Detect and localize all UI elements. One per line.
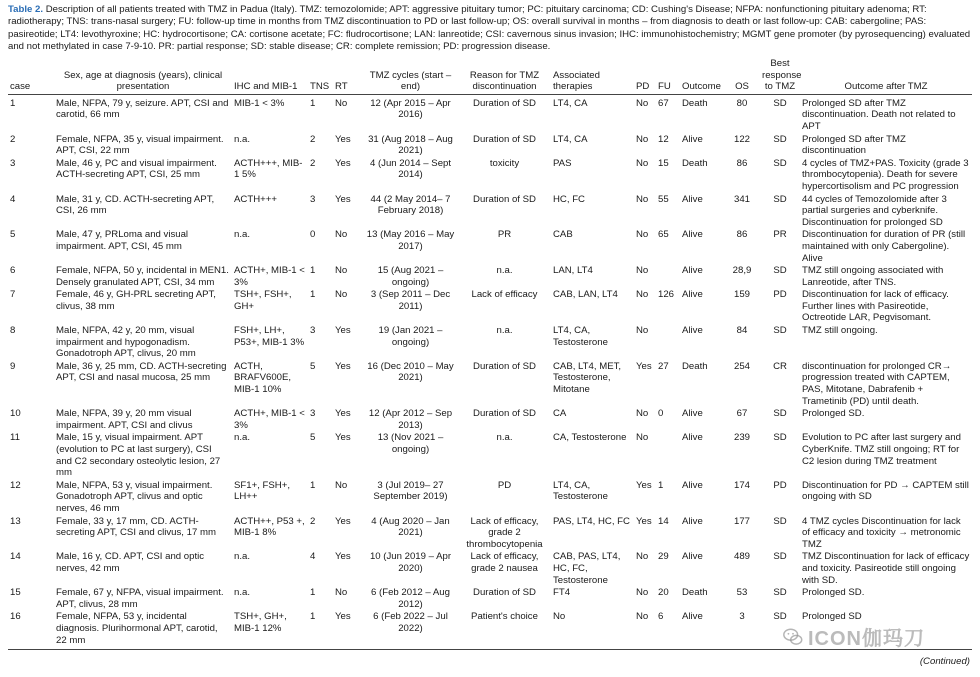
cell-outcome-after: Evolution to PC after last surgery and CyberKnife. TMZ still ongoing; RT for C2 lesion during TMZ treatment <box>802 432 961 467</box>
cell-outcome-after: 4 cycles of TMZ+PAS. Toxicity (grade 3 thrombocytopenia). Death for severe hypercortisolism and PC progression <box>802 157 969 192</box>
cell-outcome: Death <box>682 587 708 599</box>
cell-reason: Duration of SD <box>473 193 536 205</box>
cell-outcome: Death <box>682 157 708 169</box>
table-header-row <box>8 58 972 94</box>
cell-best-response: CR <box>773 360 787 372</box>
cell-cycles: 3 (Sep 2011 – Dec 2011) <box>370 289 451 312</box>
cell-fu: 29 <box>658 551 669 563</box>
cell-fu: 65 <box>658 229 669 241</box>
cell-outcome-after: Prolonged SD <box>800 610 972 649</box>
cell-description: Male, 16 y, CD. APT, CSI and optic nerves, 42 mm <box>56 551 205 574</box>
cell-therapies: CA <box>553 408 567 420</box>
cell-os: 3 <box>724 610 760 649</box>
cell-tns: 3 <box>310 325 316 337</box>
table-row <box>8 586 972 610</box>
cell-therapies: No <box>551 610 634 649</box>
cell-pd: Yes <box>636 479 652 491</box>
cell-cycles: 16 (Dec 2010 – May 2021) <box>367 360 454 384</box>
cell-best-response: SD <box>773 97 787 109</box>
cell-fu: 1 <box>658 479 664 491</box>
cell-description: Female, NFPA, 35 y, visual impairment. APT, CSI, 22 mm <box>56 133 224 157</box>
cell-os: 86 <box>736 229 748 241</box>
cell-best-response: SD <box>773 133 787 145</box>
cell-outcome: Alive <box>680 610 724 649</box>
cell-outcome-after: TMZ still ongoing associated with Lanreotide, after TNS. <box>802 265 944 288</box>
cell-reason: PR <box>497 229 512 241</box>
table-row <box>8 193 972 229</box>
cell-fu <box>656 264 680 288</box>
cell-outcome-after: TMZ Discontinuation for lack of efficacy and toxicity. Pasireotide still ongoing with SD. <box>802 551 970 586</box>
cell-reason: Lack of efficacy, grade 2 thrombocytopenia <box>466 515 543 550</box>
cell-outcome: Alive <box>682 193 703 205</box>
cell-cycles: 12 (Apr 2015 – Apr 2016) <box>370 97 451 121</box>
cell-rt: Yes <box>335 515 351 527</box>
cell-reason: toxicity <box>489 157 520 169</box>
cell-therapies: HC, FC <box>553 193 585 205</box>
cell-reason: n.a. <box>496 325 513 337</box>
table-row <box>8 431 972 478</box>
table-row <box>8 264 972 288</box>
cell-ihc: MIB-1 < 3% <box>234 97 285 109</box>
cell-therapies: PAS <box>553 157 572 169</box>
cell-reason: Duration of SD <box>473 360 536 372</box>
cell-tns: 1 <box>310 97 316 109</box>
cell-rt: No <box>335 265 348 277</box>
cell-case: 12 <box>10 479 21 491</box>
cell-fu: 0 <box>658 408 664 420</box>
table-body <box>8 94 972 649</box>
cell-reason: n.a. <box>496 432 513 444</box>
cell-case: 2 <box>10 133 16 145</box>
cell-therapies: CA, Testosterone <box>553 432 627 444</box>
cell-best-response: PD <box>773 479 787 491</box>
cell-case: 8 <box>10 325 16 337</box>
cell-best-response: PR <box>773 229 787 241</box>
cell-best-response: SD <box>773 325 787 337</box>
cell-ihc: ACTH++, P53 +, MIB-1 8% <box>234 515 305 539</box>
cell-fu: 20 <box>658 587 669 599</box>
cell-fu: 126 <box>658 289 675 301</box>
cell-outcome-after: Discontinuation for PD → CAPTEM still ongoing with SD <box>802 479 969 503</box>
continued-note: (Continued) <box>919 656 970 667</box>
cell-os: 489 <box>733 551 750 563</box>
cell-description: Male, 31 y, CD. ACTH-secreting APT, CSI, 26 mm <box>56 193 215 217</box>
header-case: case <box>8 58 54 94</box>
cell-best-response: SD <box>773 515 787 527</box>
header-fu: FU <box>656 58 680 94</box>
header-description: Sex, age at diagnosis (years), clinical presentation <box>54 58 232 94</box>
cell-therapies: LT4, CA <box>553 133 588 145</box>
cell-description: Male, NFPA, 53 y, visual impairment. Gonadotroph APT, clivus and optic nerves, 46 mm <box>56 479 213 514</box>
table-row <box>8 407 972 431</box>
cell-best-response: SD <box>773 408 787 420</box>
cell-cycles: 6 (Feb 2012 – Aug 2012) <box>371 587 450 610</box>
cell-reason: n.a. <box>496 265 513 277</box>
cell-case: 9 <box>10 360 16 372</box>
cell-tns: 2 <box>310 157 316 169</box>
table-row <box>8 550 972 586</box>
cell-os: 122 <box>733 133 750 145</box>
cell-pd: Yes <box>636 515 652 527</box>
cell-best-response: SD <box>773 432 787 444</box>
cell-outcome: Alive <box>682 289 703 301</box>
cell-reason: PD <box>497 479 512 491</box>
cell-os: 341 <box>733 193 750 205</box>
cell-tns: 3 <box>310 408 316 420</box>
header-ihc: IHC and MIB-1 <box>232 58 308 94</box>
cell-case: 10 <box>10 408 21 420</box>
cell-case: 4 <box>10 193 16 205</box>
cell-description: Female, NFPA, 53 y, incidental diagnosis. Plurihormonal APT, carotid, 22 mm <box>54 610 232 649</box>
cell-ihc: n.a. <box>234 133 251 145</box>
cell-outcome-after: 4 TMZ cycles Discontinuation for lack of efficacy and toxicity → metronomic TMZ <box>802 515 961 550</box>
cell-pd: No <box>636 408 649 420</box>
cell-description: Female, 33 y, 17 mm, CD. ACTH-secreting APT, CSI and clivus, 17 mm <box>56 515 216 539</box>
cell-os: 254 <box>733 360 750 372</box>
cell-pd: No <box>636 265 649 277</box>
cell-tns: 3 <box>310 193 316 205</box>
cell-tns: 5 <box>310 360 316 372</box>
cell-rt: No <box>335 97 348 109</box>
cell-description: Female, 67 y, NFPA, visual impairment. APT, clivus, 28 mm <box>56 587 224 610</box>
cell-cycles: 15 (Aug 2021 – ongoing) <box>377 265 444 288</box>
cell-os: 86 <box>736 157 748 169</box>
cell-description: Male, NFPA, 42 y, 20 mm, visual impairment and hypogonadism. Gonadotroph APT, clivus, 20 mm <box>56 325 196 360</box>
cell-pd: No <box>636 325 649 337</box>
cell-os: 159 <box>733 289 750 301</box>
cell-fu: 15 <box>658 157 669 169</box>
cell-pd: No <box>636 289 649 301</box>
cell-case: 3 <box>10 157 16 169</box>
cell-therapies: CAB, LAN, LT4 <box>553 289 618 301</box>
cell-rt: Yes <box>335 432 351 444</box>
cell-ihc: TSH+, FSH+, GH+ <box>234 289 292 312</box>
cell-rt: Yes <box>335 408 351 420</box>
header-therapies: Associated therapies <box>551 58 634 94</box>
cell-pd: No <box>636 432 649 444</box>
caption-text: Description of all patients treated with TMZ in Padua (Italy). TMZ: temozolomide; APT: aggressive pituitary tumor; PC: pituitary carcinoma; CD: Cushing's Disease; NFPA: nonfunctioning pituitary adenoma; RT: radiotherapy; TNS: trans-nasal surgery; FU: follow-up time in months from TMZ discontinuation to PD or last follow-up; OS: overall survival in months – from diagnosis to death or last follow-up: CAB: cabergoline; PAS: pasireotide; LT4: levothyroxine; HC: hydrocortisone; CA: cortisone acetate; FC: fludrocortisone; LAN: lanreotide; CSI: cavernous sinus invasion; IHC: immunohistochemistry; MGMT gene promoter (by pyrosequencing) evaluated and not methylated in case 7-9-10. PR: partial response; SD: stable disease; CR: complete remission; PD: progression disease. <box>8 4 971 53</box>
cell-ihc: n.a. <box>234 432 251 444</box>
cell-case: 14 <box>10 551 21 563</box>
cell-fu: 12 <box>658 133 669 145</box>
cell-best-response: SD <box>773 587 787 599</box>
cell-ihc: ACTH+++, MIB-1 5% <box>234 157 303 181</box>
cell-pd: No <box>636 193 649 205</box>
cell-case: 7 <box>10 289 16 301</box>
cell-outcome: Alive <box>682 515 703 527</box>
table-row <box>8 228 972 264</box>
cell-pd: No <box>636 551 649 563</box>
cell-tns: 1 <box>310 265 316 277</box>
cell-tns: 5 <box>310 432 316 444</box>
table-row <box>8 157 972 193</box>
header-outcome: Outcome <box>680 58 724 94</box>
cell-rt: No <box>335 479 348 491</box>
cell-outcome: Alive <box>682 479 703 491</box>
cell-pd: No <box>636 229 649 241</box>
cell-tns: 1 <box>308 610 333 649</box>
cell-tns: 2 <box>310 515 316 527</box>
cell-therapies: PAS, LT4, HC, FC <box>553 515 630 527</box>
cell-rt: Yes <box>335 360 351 372</box>
cell-rt: Yes <box>335 157 351 169</box>
cell-best-response: SD <box>760 610 800 649</box>
cell-reason: Duration of SD <box>473 133 536 145</box>
cell-ihc: n.a. <box>234 587 251 599</box>
header-cycles: TMZ cycles (start – end) <box>363 58 458 94</box>
cell-cycles: 31 (Aug 2018 – Aug 2021) <box>368 133 453 157</box>
cell-best-response: SD <box>773 265 787 277</box>
cell-outcome-after: Discontinuation for duration of PR (still maintained with only Cabergoline). Alive <box>802 229 966 264</box>
cell-fu: 14 <box>658 515 669 527</box>
cell-tns: 1 <box>310 587 316 599</box>
cell-outcome-after: Prolonged SD after TMZ discontinuation <box>802 133 906 157</box>
cell-outcome-after: discontinuation for prolonged CR→ progression treated with CAPTEM, PAS, Mitotane, Dabrafenib + Trametinib (PD) until death. <box>802 360 952 407</box>
header-os: OS <box>724 58 760 94</box>
cell-rt: Yes <box>335 551 351 563</box>
cell-ihc: ACTH+++ <box>234 193 277 205</box>
cell-description: Male, 46 y, PC and visual impairment. ACTH-secreting APT, CSI, 25 mm <box>56 157 217 181</box>
cell-fu: 27 <box>658 360 669 372</box>
cell-outcome: Death <box>682 360 708 372</box>
cell-therapies: LT4, CA, Testosterone <box>553 479 608 503</box>
cell-pd: Yes <box>636 360 652 372</box>
cell-rt: Yes <box>335 133 351 145</box>
cell-pd: No <box>636 157 649 169</box>
table-row <box>8 288 972 324</box>
cell-fu <box>656 431 680 478</box>
cell-therapies: LT4, CA <box>553 97 588 109</box>
table-row <box>8 94 972 132</box>
table-row <box>8 133 972 157</box>
cell-case: 13 <box>10 515 21 527</box>
cell-outcome-after: Discontinuation for lack of efficacy. Further lines with Pasireotide, Octreotide LAR, Pegvisomant. <box>802 289 949 324</box>
header-reason: Reason for TMZ discontinuation <box>458 58 551 94</box>
cell-reason: Patient's choice <box>458 610 551 649</box>
cell-os: 80 <box>736 97 748 109</box>
cell-tns: 0 <box>310 229 316 241</box>
cell-cycles: 4 (Jun 2014 – Sept 2014) <box>369 157 452 181</box>
cell-rt: No <box>335 289 348 301</box>
cell-os: 67 <box>736 408 748 420</box>
cell-description: Male, NFPA, 79 y, seizure. APT, CSI and carotid, 66 mm <box>56 97 229 121</box>
cell-os: 28,9 <box>732 265 752 277</box>
cell-os: 53 <box>736 587 748 599</box>
cell-ihc: ACTH, BRAFV600E, MIB-1 10% <box>234 360 292 396</box>
cell-outcome: Alive <box>682 408 703 420</box>
cell-pd: No <box>634 610 656 649</box>
cell-outcome: Alive <box>682 133 703 145</box>
table-row <box>8 610 972 649</box>
cell-reason: Duration of SD <box>473 408 536 420</box>
cell-os: 239 <box>733 432 750 444</box>
cell-fu <box>656 324 680 360</box>
cell-description: Female, NFPA, 50 y, incidental in MEN1. Densely granulated APT, CSI, 34 mm <box>56 265 229 288</box>
cell-ihc: ACTH+, MIB-1 < 3% <box>234 408 305 431</box>
cell-case: 6 <box>10 265 16 277</box>
cell-cycles: 19 (Jan 2021 – ongoing) <box>378 325 443 348</box>
cell-cycles: 13 (May 2016 – May 2017) <box>366 229 455 252</box>
cell-reason: Duration of SD <box>473 97 536 109</box>
cell-description: Female, 46 y, GH-PRL secreting APT, clivus, 38 mm <box>56 289 216 312</box>
cell-description: Male, 15 y, visual impairment. APT (evolution to PC at last surgery), CSI and C2 secondary osteolytic lesion, 27 mm <box>56 432 221 479</box>
cell-outcome: Death <box>682 97 708 109</box>
cell-rt: Yes <box>335 325 351 337</box>
cell-fu: 67 <box>658 97 669 109</box>
table-row <box>8 324 972 360</box>
cell-case: 1 <box>10 97 16 109</box>
table-row <box>8 360 972 407</box>
cell-cycles: 12 (Apr 2012 – Sep 2013) <box>368 408 453 431</box>
cell-ihc: TSH+, GH+, MIB-1 12% <box>232 610 308 649</box>
cell-therapies: CAB, LT4, MET, Testosterone, Mitotane <box>553 360 622 396</box>
cell-therapies: FT4 <box>553 587 571 599</box>
cell-tns: 2 <box>310 133 316 145</box>
cell-rt: Yes <box>333 610 363 649</box>
cell-tns: 4 <box>310 551 316 563</box>
patients-table <box>8 58 972 650</box>
cell-outcome-after: Prolonged SD. <box>802 408 865 420</box>
cell-description: Male, NFPA, 39 y, 20 mm visual impairment. APT, CSI and clivus <box>56 408 193 431</box>
cell-best-response: SD <box>773 157 787 169</box>
watermark-text: ICON伽玛刀 <box>808 628 925 650</box>
cell-fu: 6 <box>656 610 680 649</box>
cell-cycles: 13 (Nov 2021 – ongoing) <box>377 432 444 455</box>
cell-best-response: SD <box>773 551 787 563</box>
cell-cycles: 3 (Jul 2019– 27 September 2019) <box>373 479 448 503</box>
header-pd: PD <box>634 58 656 94</box>
table-caption <box>8 4 972 54</box>
cell-cycles: 44 (2 May 2014– 7 February 2018) <box>370 193 451 217</box>
cell-therapies: LT4, CA, Testosterone <box>553 325 608 348</box>
header-best-response: Best response to TMZ <box>760 58 800 94</box>
cell-description: Male, 36 y, 25 mm, CD. ACTH-secreting APT, CSI and nasal mucosa, 25 mm <box>56 360 227 384</box>
cell-os: 177 <box>733 515 750 527</box>
cell-outcome: Alive <box>682 265 703 277</box>
cell-reason: Lack of efficacy, grade 2 nausea <box>470 551 539 574</box>
cell-outcome-after: 44 cycles of Temozolomide after 3 partial surgeries and cyberknife. Discontinuation for prolonged SD <box>802 193 947 228</box>
cell-case: 16 <box>8 610 54 649</box>
cell-case: 15 <box>10 587 21 599</box>
cell-reason: Duration of SD <box>473 587 536 599</box>
cell-outcome-after: TMZ still ongoing. <box>802 325 878 337</box>
cell-pd: No <box>636 97 649 109</box>
cell-os: 174 <box>733 479 750 491</box>
cell-rt: No <box>335 587 348 599</box>
cell-pd: No <box>636 133 649 145</box>
cell-outcome-after: Prolonged SD after TMZ discontinuation. Death not related to APT <box>802 97 956 132</box>
cell-tns: 1 <box>310 479 316 491</box>
header-rt: RT <box>333 58 363 94</box>
cell-tns: 1 <box>310 289 316 301</box>
cell-pd: No <box>636 587 649 599</box>
cell-outcome: Alive <box>682 229 703 241</box>
cell-outcome: Alive <box>682 551 703 563</box>
cell-ihc: SF1+, FSH+, LH++ <box>234 479 290 503</box>
cell-rt: No <box>335 229 348 241</box>
cell-rt: Yes <box>335 193 351 205</box>
cell-ihc: FSH+, LH+, P53+, MIB-1 3% <box>234 325 305 348</box>
cell-case: 5 <box>10 229 16 241</box>
cell-reason: Lack of efficacy <box>471 289 538 301</box>
cell-ihc: n.a. <box>234 229 251 241</box>
cell-cycles: 10 (Jun 2019 – Apr 2020) <box>369 551 452 574</box>
cell-description: Male, 47 y, PRLoma and visual impairment. APT, CSI, 45 mm <box>56 229 189 252</box>
cell-case: 11 <box>10 432 20 444</box>
cell-ihc: n.a. <box>234 551 251 563</box>
table-row <box>8 515 972 551</box>
table-label: Table 2. <box>8 4 44 15</box>
cell-os: 84 <box>736 325 748 337</box>
cell-cycles: 6 (Feb 2022 – Jul 2022) <box>363 610 458 649</box>
header-tns: TNS <box>308 58 333 94</box>
cell-outcome-after: Prolonged SD. <box>802 587 865 599</box>
cell-ihc: ACTH+, MIB-1 < 3% <box>234 265 305 288</box>
cell-outcome: Alive <box>682 325 703 337</box>
table-row <box>8 479 972 515</box>
cell-best-response: SD <box>773 193 787 205</box>
cell-outcome: Alive <box>682 432 703 444</box>
cell-fu: 55 <box>658 193 669 205</box>
cell-cycles: 4 (Aug 2020 – Jan 2021) <box>371 515 450 539</box>
header-outcome-after: Outcome after TMZ <box>800 58 972 94</box>
cell-therapies: LAN, LT4 <box>553 265 593 277</box>
cell-best-response: PD <box>773 289 787 301</box>
cell-therapies: CAB <box>553 229 573 241</box>
cell-therapies: CAB, PAS, LT4, HC, FC, Testosterone <box>553 551 621 586</box>
